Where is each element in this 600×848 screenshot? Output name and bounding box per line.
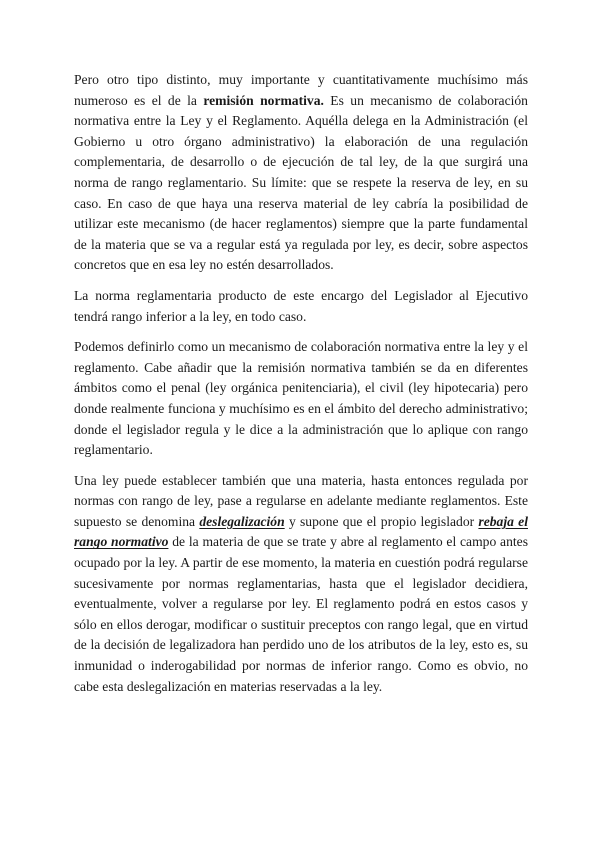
paragraph-remision-normativa — [74, 70, 528, 276]
paragraph-deslegalizacion — [74, 471, 528, 698]
text-run: Es un mecanismo de colaboración normativa entre la Ley y el Reglamento. Aquélla delega en la Administración (el Gobierno u otro órgano administrativo) la elaboración de una regulación complementaria, de desarrollo o de ejecución de tal ley, de la que surgirá una norma de rango reglamentario. Su límite: que se respete la reserva de ley, en su caso. En caso de que haya una reserva material de ley cabría la posibilidad de utilizar este mecanismo (de hacer reglamentos) siempre que la parte fundamental de la materia que se va a regular está ya regulada por ley, es decir, sobre aspectos concretos que en esa ley no estén desarrollados. — [74, 92, 528, 273]
term-remision-normativa: remisión normativa. — [203, 92, 324, 108]
text-run: de la materia de que se trate y abre al reglamento el campo antes ocupado por la ley. A partir de ese momento, la materia en cuestión podrá regularse sucesivamente por normas reglamentarias, hasta que el legislador decidiera, eventualmente, volver a regularse por ley. El reglamento podrá en estos casos y sólo en ellos derogar, modificar o sustituir preceptos con rango legal, que en virtud de la decisión de legalizadora han perdido uno de los atributos de la ley, esto es, su inmunidad o inderogabilidad por normas de inferior rango. Como es obvio, no cabe esta deslegalización en materias reservadas a la ley. — [74, 534, 528, 694]
paragraph-definicion: Podemos definirlo como un mecanismo de colaboración normativa entre la ley y el reglamento. Cabe añadir que la remisión normativa también se da en diferentes ámbitos como el penal (ley orgánica penitenciaria), el civil (ley hipotecaria) pero donde realmente funciona y muchísimo es en el ámbito del derecho administrativo; donde el legislador regula y le dice a la administración que lo aplique con rango reglamentario. — [74, 339, 528, 458]
term-rebaja-rango-normativo: rebaja el rango normativo — [74, 513, 528, 550]
document-page — [74, 70, 528, 707]
text-run: Una ley puede establecer también que una materia, hasta entonces regulada por normas con rango de ley, pase a regularse en adelante mediante reglamentos. Este supuesto se denomina — [74, 472, 528, 529]
paragraph-norma-reglamentaria: La norma reglamentaria producto de este encargo del Legislador al Ejecutivo tendrá rango inferior a la ley, en todo caso. — [74, 287, 528, 324]
text-run: y supone que el propio legislador — [284, 513, 479, 529]
term-deslegalizacion: deslegalización — [199, 513, 285, 529]
text-run: Pero otro tipo distinto, muy importante y cuantitativamente muchísimo más numeroso es el de la — [74, 72, 528, 108]
